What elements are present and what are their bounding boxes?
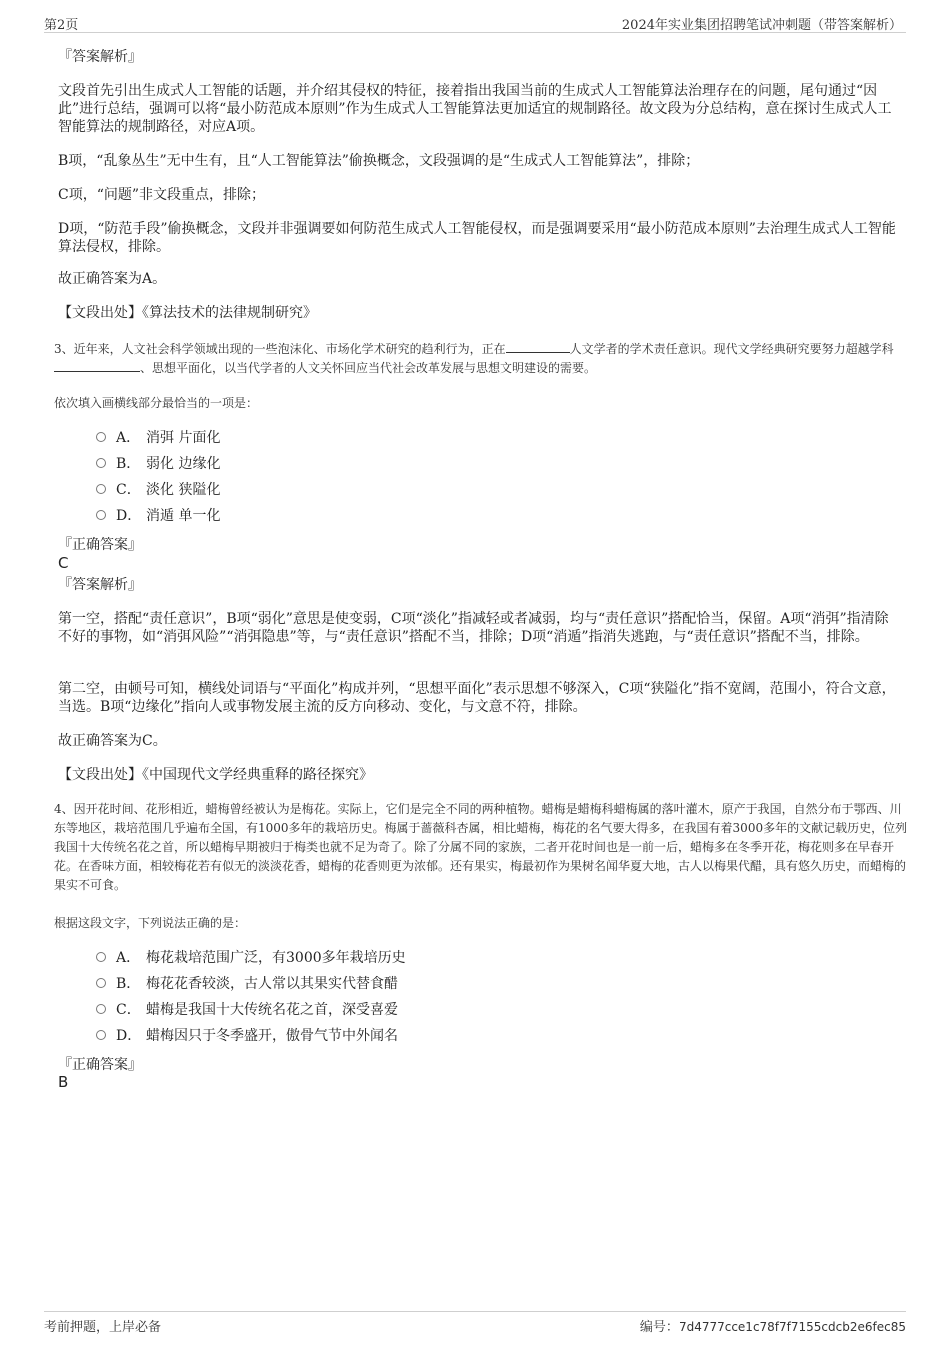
radio-icon[interactable] bbox=[96, 1004, 106, 1014]
radio-icon[interactable] bbox=[96, 978, 106, 988]
option-a[interactable]: A． 梅花栽培范围广泛，有3000多年栽培历史 bbox=[96, 945, 696, 971]
option-b[interactable]: B． 弱化 边缘化 bbox=[96, 451, 696, 477]
radio-icon[interactable] bbox=[96, 510, 106, 520]
radio-icon[interactable] bbox=[96, 952, 106, 962]
correct-answer: B bbox=[58, 1073, 69, 1091]
conclusion: 故正确答案为C。 bbox=[58, 733, 167, 749]
radio-icon[interactable] bbox=[96, 1030, 106, 1040]
radio-icon[interactable] bbox=[96, 458, 106, 468]
question-prompt: 依次填入画横线部分最恰当的一项是： bbox=[54, 396, 259, 410]
stem-part-3: 、思想平面化，以当代学者的人文关怀回应当代社会改革发展与思想文明建设的需要。 bbox=[140, 361, 597, 375]
correct-answer: C bbox=[58, 554, 69, 572]
options-list bbox=[96, 945, 696, 1049]
analysis-option-b: B项，“乱象丛生”无中生有，且“人工智能算法”偷换概念，文段强调的是“生成式人工智能算法”，排除； bbox=[58, 153, 700, 169]
source: 【文段出处】《算法技术的法律规制研究》 bbox=[58, 305, 317, 321]
option-d[interactable]: D． 消遁 单一化 bbox=[96, 503, 696, 529]
page-footer bbox=[44, 1311, 906, 1335]
blank-2 bbox=[54, 359, 140, 372]
analysis-label: 『答案解析』 bbox=[58, 49, 142, 65]
option-d[interactable]: D． 蜡梅因只于冬季盛开，傲骨气节中外闻名 bbox=[96, 1023, 696, 1049]
page-header bbox=[44, 12, 906, 33]
question-stem: 4、因开花时间、花形相近，蜡梅曾经被认为是梅花。实际上，它们是完全不同的两种植物。蜡梅是蜡梅科蜡梅属的落叶灌木，原产于我国，自然分布于鄂西、川东等地区，栽培范围几乎遍布全国，有1000多年的栽培历史。梅属于蔷薇科杏属，相比蜡梅，梅花的名气要大得多，在我国有着3000多年的文献记载历史，位列我国十大传统名花之首，所以蜡梅早期被归于梅类也就不足为奇了。除了分属不同的家族，二者开花时间也是一前一后，蜡梅多在冬季开花，梅花则多在早春开花。在香味方面，相较梅花若有似无的淡淡花香，蜡梅的花香则更为浓郁。还有果实，梅最初作为果树名闻华夏大地，古人以梅果代醋，具有悠久历史，而蜡梅的果实不可食。 bbox=[54, 802, 908, 892]
option-a[interactable]: A． 消弭 片面化 bbox=[96, 425, 696, 451]
options-list bbox=[96, 425, 696, 529]
analysis-paragraph-2: 第二空，由顿号可知，横线处词语与“平面化”构成并列，“思想平面化”表示思想不够深入，C项“狭隘化”指不宽阔，范围小，符合文意，当选。B项“边缘化”指向人或事物发展主流的反方向移动、变化，与文意不符，排除。 bbox=[58, 681, 896, 715]
code-value: 7d4777cce1c78f7f7155cdcb2e6fec85 bbox=[678, 1320, 906, 1334]
analysis-option-c: C项，“问题”非文段重点，排除； bbox=[58, 187, 266, 203]
conclusion: 故正确答案为A。 bbox=[58, 271, 167, 287]
option-c[interactable]: C． 淡化 狭隘化 bbox=[96, 477, 696, 503]
document-code bbox=[640, 1316, 906, 1335]
radio-icon[interactable] bbox=[96, 432, 106, 442]
stem-part-1: 3、近年来，人文社会科学领域出现的一些泡沫化、市场化学术研究的趋利行为，正在 bbox=[54, 342, 506, 356]
footer-slogan: 考前押题，上岸必备 bbox=[44, 1320, 162, 1335]
blank-1 bbox=[506, 340, 570, 353]
page-number: 第2页 bbox=[44, 18, 79, 33]
analysis-paragraph: 文段首先引出生成式人工智能的话题，并介绍其侵权的特征，接着指出我国当前的生成式人工智能算法治理存在的问题，尾句通过“因此”进行总结，强调可以将“最小防范成本原则”作为生成式人工智能算法更加适宜的规制路径。故文段为分总结构，意在探讨生成式人工智能算法的规制路径，对应A项。 bbox=[58, 83, 892, 135]
document-title: 2024年实业集团招聘笔试冲刺题（带答案解析） bbox=[621, 18, 902, 33]
stem-part-2: 人文学者的学术责任意识。现代文学经典研究要努力超越学科 bbox=[569, 342, 894, 356]
analysis-option-d: D项，“防范手段”偷换概念，文段并非强调要如何防范生成式人工智能侵权，而是强调要采用“最小防范成本原则”去治理生成式人工智能算法侵权，排除。 bbox=[58, 221, 896, 255]
analysis-paragraph-1: 第一空，搭配“责任意识”，B项“弱化”意思是使变弱，C项“淡化”指减轻或者减弱，均与“责任意识”搭配恰当，保留。A项“消弭”指清除不好的事物，如“消弭风险”“消弭隐患”等，与“责任意识”搭配不当，排除；D项“消遁”指消失逃跑，与“责任意识”搭配不当，排除。 bbox=[58, 611, 889, 645]
source: 【文段出处】《中国现代文学经典重释的路径探究》 bbox=[58, 767, 373, 783]
question-prompt: 根据这段文字，下列说法正确的是： bbox=[54, 916, 247, 930]
option-b[interactable]: B． 梅花花香较淡，古人常以其果实代替食醋 bbox=[96, 971, 696, 997]
code-label: 编号： bbox=[639, 1320, 679, 1335]
analysis-label: 『答案解析』 bbox=[58, 577, 142, 593]
option-c[interactable]: C． 蜡梅是我国十大传统名花之首，深受喜爱 bbox=[96, 997, 696, 1023]
correct-answer-label: 『正确答案』 bbox=[58, 1057, 142, 1073]
radio-icon[interactable] bbox=[96, 484, 106, 494]
question-stem bbox=[54, 340, 909, 378]
correct-answer-label: 『正确答案』 bbox=[58, 537, 142, 553]
